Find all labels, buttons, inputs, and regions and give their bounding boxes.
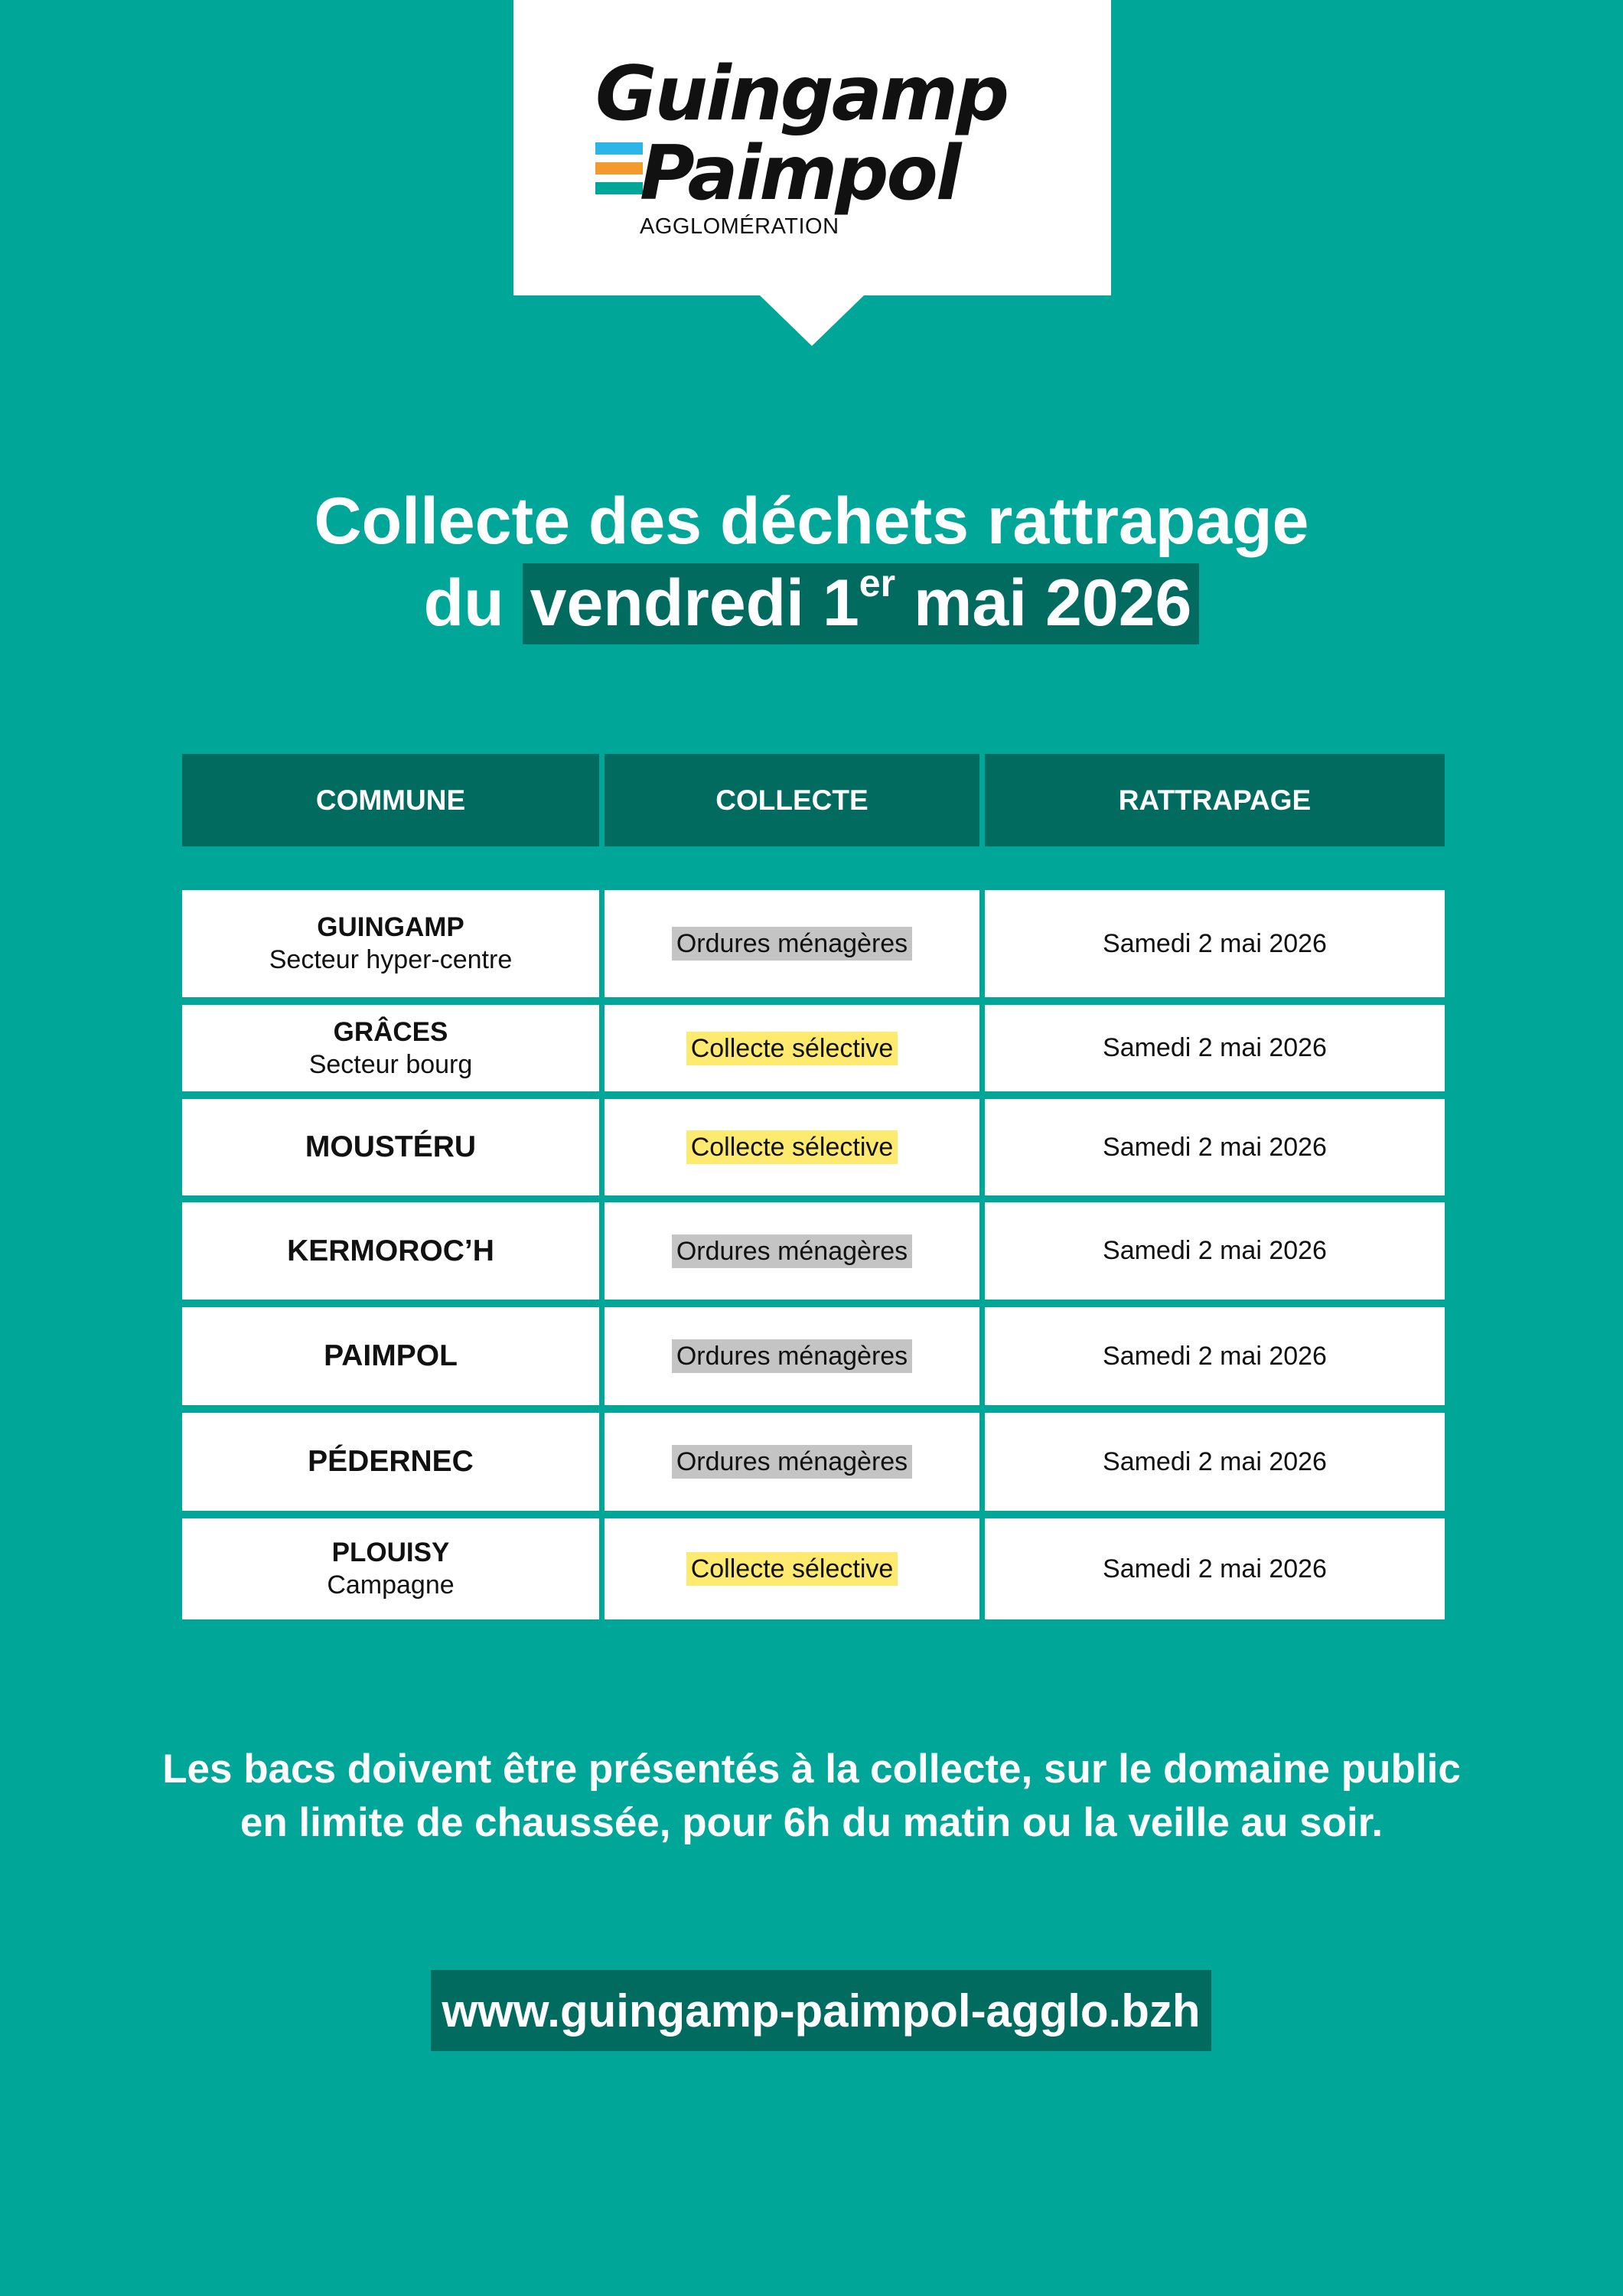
table-row-collecte — [605, 1005, 979, 1091]
table-row-commune — [182, 1005, 599, 1091]
agglomeration-logo — [513, 0, 1111, 295]
page-title-line1: Collecte des déchets rattrapage — [314, 484, 1309, 558]
rattrapage-date: Samedi 2 mai 2026 — [1103, 1446, 1327, 1476]
commune-sector: Secteur hyper-centre — [269, 945, 513, 974]
table-row-commune — [182, 1518, 599, 1619]
title-prefix: du — [423, 566, 504, 640]
website-link[interactable] — [431, 1970, 1211, 2051]
title-date-start: vendredi 1 — [530, 566, 859, 640]
website-url: www.guingamp-paimpol-agglo.bzh — [442, 1985, 1201, 2037]
logo-stripe-teal — [595, 182, 643, 194]
logo-text-guingamp: Guingamp — [595, 51, 1008, 138]
collection-type-tag: Ordures ménagères — [672, 927, 912, 960]
collection-type-tag: Ordures ménagères — [672, 1339, 912, 1373]
header-rattrapage: RATTRAPAGE — [985, 754, 1445, 846]
commune-name: PLOUISY — [331, 1538, 450, 1567]
table-row-commune — [182, 1307, 599, 1405]
table-row-collecte — [605, 1099, 979, 1195]
table-row-commune — [182, 1413, 599, 1511]
title-date-sup: er — [859, 562, 896, 605]
collection-type-tag: Ordures ménagères — [672, 1234, 912, 1268]
instructions-line2: en limite de chaussée, pour 6h du matin ou la veille au soir. — [240, 1800, 1383, 1845]
rattrapage-date: Samedi 2 mai 2026 — [1103, 928, 1327, 958]
rattrapage-date: Samedi 2 mai 2026 — [1103, 1341, 1327, 1371]
title-date-highlight — [523, 563, 1200, 644]
commune-name: GRÂCES — [333, 1016, 448, 1047]
collection-type-tag: Ordures ménagères — [672, 1445, 912, 1479]
table-row-rattrapage — [985, 1307, 1445, 1405]
table-row-commune — [182, 1099, 599, 1195]
logo-pointer — [760, 295, 864, 346]
table-row-commune — [182, 890, 599, 997]
header-collecte: COLLECTE — [605, 754, 979, 846]
table-row-collecte — [605, 890, 979, 997]
collection-type-tag: Collecte sélective — [686, 1552, 898, 1586]
commune-name: KERMOROC’H — [287, 1234, 494, 1267]
table-row-collecte — [605, 1307, 979, 1405]
rattrapage-date: Samedi 2 mai 2026 — [1103, 1132, 1327, 1162]
table-row-collecte — [605, 1518, 979, 1619]
logo-stripe-orange — [595, 162, 643, 174]
table-row-rattrapage — [985, 1518, 1445, 1619]
commune-name: PAIMPOL — [324, 1339, 458, 1372]
table-row-collecte — [605, 1413, 979, 1511]
table-row-rattrapage — [985, 1202, 1445, 1300]
table-row-rattrapage — [985, 1005, 1445, 1091]
page-title-line2 — [0, 561, 1623, 645]
header-commune: COMMUNE — [182, 754, 599, 846]
logo-subtitle: AGGLOMÉRATION — [640, 214, 839, 239]
commune-sector: Campagne — [327, 1570, 455, 1600]
commune-name: MOUSTÉRU — [305, 1130, 477, 1163]
instructions-line1: Les bacs doivent être présentés à la collecte, sur le domaine public — [162, 1746, 1461, 1792]
logo-stripe-blue — [595, 142, 643, 155]
collection-type-tag: Collecte sélective — [686, 1032, 898, 1065]
commune-name: GUINGAMP — [317, 912, 464, 942]
commune-sector: Secteur bourg — [308, 1049, 473, 1079]
table-row-rattrapage — [985, 1099, 1445, 1195]
table-row-collecte — [605, 1202, 979, 1300]
rattrapage-date: Samedi 2 mai 2026 — [1103, 1236, 1327, 1265]
table-row-rattrapage — [985, 890, 1445, 997]
rattrapage-date: Samedi 2 mai 2026 — [1103, 1033, 1327, 1062]
rattrapage-date: Samedi 2 mai 2026 — [1103, 1554, 1327, 1583]
commune-name: PÉDERNEC — [308, 1445, 474, 1478]
logo-text-paimpol: Paimpol — [640, 130, 960, 217]
title-date-end: mai 2026 — [895, 566, 1192, 640]
table-row-rattrapage — [985, 1413, 1445, 1511]
collection-type-tag: Collecte sélective — [686, 1130, 898, 1164]
table-row-commune — [182, 1202, 599, 1300]
